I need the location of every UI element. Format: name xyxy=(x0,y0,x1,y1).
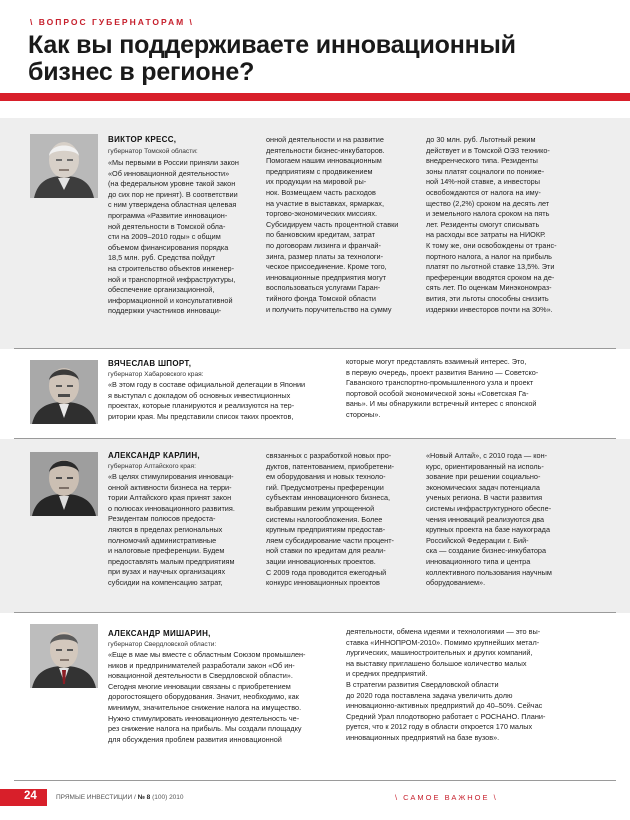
governor-section-shport xyxy=(0,349,630,439)
rubric: \ ВОПРОС ГУБЕРНАТОРАМ \ xyxy=(30,17,194,27)
text-column-2: онной деятельности и на развитие деятельности бизнес-инкубаторов. Помогаем нашим инновационным предприятиям с продвижением их продукции на мировой ры- нок. Возмещаем часть расходов на участие в выставках, ярмарках, торгово-экономических миссиях. Субсидируем часть процентной ставки по банковским кредитам, затрат по договорам лизинга и франчай- зинга, размер платы за технологи- ческое присоединение. Кроме того, инновационные предприятия могут воспользоваться услугами Гаран- тийного фонда Томской области и получить поручительство на сумму xyxy=(266,135,399,314)
title-line-2: бизнес в регионе? xyxy=(28,58,255,86)
text-column-1: «В этом году в составе официальной делегации в Японии я выступал с докладом об основных инвестиционных проектах, которые планируются и реализуются на тер- ритории края. Мы представили список таких проектов, xyxy=(108,380,306,421)
governor-role: губернатор Томской области: xyxy=(108,148,198,155)
page-number: 24 xyxy=(24,790,37,802)
governor-name: ВЯЧЕСЛАВ ШПОРТ, xyxy=(108,359,192,368)
footer-section-label: \ САМОЕ ВАЖНОЕ \ xyxy=(395,793,498,802)
portrait-misharin xyxy=(30,624,98,688)
governor-role: губернатор Хабаровского края: xyxy=(108,371,204,378)
text-column-1: «В целях стимулирования инновaци- онной активности бизнеса на терри- тории Алтайского края принят закон о полюсах инновационного развития. Резидентам полюсов предоста- ляются в пределах региональных полномочий административные и налоговые преференции. Будем предоставлять малым предприятиям при вузах и научных организациях субсидии на компенсацию затрат, xyxy=(108,472,235,587)
governor-name: АЛЕКСАНДР КАРЛИН, xyxy=(108,451,200,460)
governor-name: АЛЕКСАНДР МИШАРИН, xyxy=(108,629,211,638)
governor-role: губернатор Алтайского края: xyxy=(108,463,196,470)
governor-name: ВИКТОР КРЕСС, xyxy=(108,135,177,144)
text-column-3: до 30 млн. руб. Льготный режим действует и в Томской ОЭЗ технико- внедренческого типа. Резиденты зоны платят соцналоги по пониже- ной 14%-ной ставке, а инвесторы освобождаются от налога на иму- щество (2,2%) сроком на десять лет и земельного налога сроком на пять лет. Резиденты смогут списывать на расходы все затраты на НИОКР. К тому же, они освобождены от транс- портного налога, а налог на прибыль платят по льготной ставке 13,5%. Эти преференции вводятся сроком на де- сять лет. По оценкам Минэкономраз- вития, эти льготы способны снизить издержки инвесторов почти на 30%». xyxy=(426,135,557,314)
section-divider xyxy=(14,780,616,781)
portrait-karlin xyxy=(30,452,98,516)
governor-section-kress xyxy=(0,118,630,349)
text-column-2: деятельности, обмена идеями и технологиями — это вы- ставка «ИННОПРОМ-2010». Помимо крупнейших метал- лургических, машиностроительных и других компаний, на выставку приглашено большое количество малых и средних предприятий. В стратегии развития Свердловской области до 2020 года поставлена задача увеличить долю инновационно-активных предприятий до 40–50%. Сейчас Средний Урал плодотворно работает с РОСНАНО. Плани- руется, что к 2012 году в области откроется 170 малых инновационных предприятий на базе вузов». xyxy=(346,627,546,742)
issue-detail: (100) 2010 xyxy=(150,794,184,801)
publication-name: ПРЯМЫЕ ИНВЕСТИЦИИ / xyxy=(56,794,138,801)
title-line-1: Как вы поддерживаете инновационный xyxy=(28,31,516,59)
text-column-1: «Еще в мае мы вместе с областным Союзом промышлен- ников и предпринимателей разработали закон «Об ин- новационной деятельности в Свердловской области». Сегодня многие инновации связаны с приобретением дорогостоящего оборудования. Значит, необходимо, как минимум, значительное снижение налога на имущество. Нужно стимулировать инновационную деятельность че- рез снижение налога на прибыль. Мы создали площадку для обсуждения проблем развития инновационной xyxy=(108,650,306,744)
text-column-2: которые могут представлять взаимный интерес. Это, в первую очередь, проект развития Ванино — Советско- Гаванского транспортно-промышленного узла и проект портовой особой экономической зоны «Советская Га- вань». И мы обнаружили встречный интерес с японской стороны». xyxy=(346,357,539,419)
portrait-kress xyxy=(30,134,98,198)
text-column-3: «Новый Алтай», с 2010 года — кон- курс, ориентированный на исполь- зование при решении социально- экономических задач потенциала ученых региона. В части развития системы инфраструктурного обеспе- чения инноваций реализуются два крупных проекта на базе наукограда Российской Федерации г. Бий- ска — создание бизнес-инкубатора инновационного типа и центра коллективного пользования научным оборудованием». xyxy=(426,451,552,588)
issue-number: № 8 xyxy=(137,794,151,801)
governor-role: губернатор Свердловской области: xyxy=(108,641,217,648)
publication-info xyxy=(56,794,184,801)
governor-section-karlin xyxy=(0,439,630,613)
text-column-2: связанных с разработкой новых про- дуктов, патентованием, приобретени- ем оборудования и новых техноло- гий. Предусмотрены преференции субъектам инновационного бизнеса, выбравшим режим упрощенной системы налогообложения. Более крупным предприятиям предостав- ляем субсидирование части процент- ной ставки по кредитам для реали- зации инновационных проектов. С 2009 года проводится ежегодный конкурс инновационных проектов xyxy=(266,451,395,588)
governor-section-misharin xyxy=(0,613,630,781)
page-title xyxy=(28,32,588,86)
text-column-1: «Мы первыми в России приняли закон «Об инновационной деятельности» (на федеральном уровне такой закон до сих пор не принят). В соответствии с ним утверждена областная целевая программа «Развитие инновацион- ной деятельности в Томской обла- сти на 2009–2010 годы» с общим объемом финансирования порядка 18,5 млн. руб. Средства пойдут на строительство объектов инженер- ной и транспортной инфраструктуры, обеспечение организационной, информационной и консультативной поддержки участников инноваци- xyxy=(108,158,239,316)
red-divider xyxy=(0,93,630,101)
portrait-shport xyxy=(30,360,98,424)
